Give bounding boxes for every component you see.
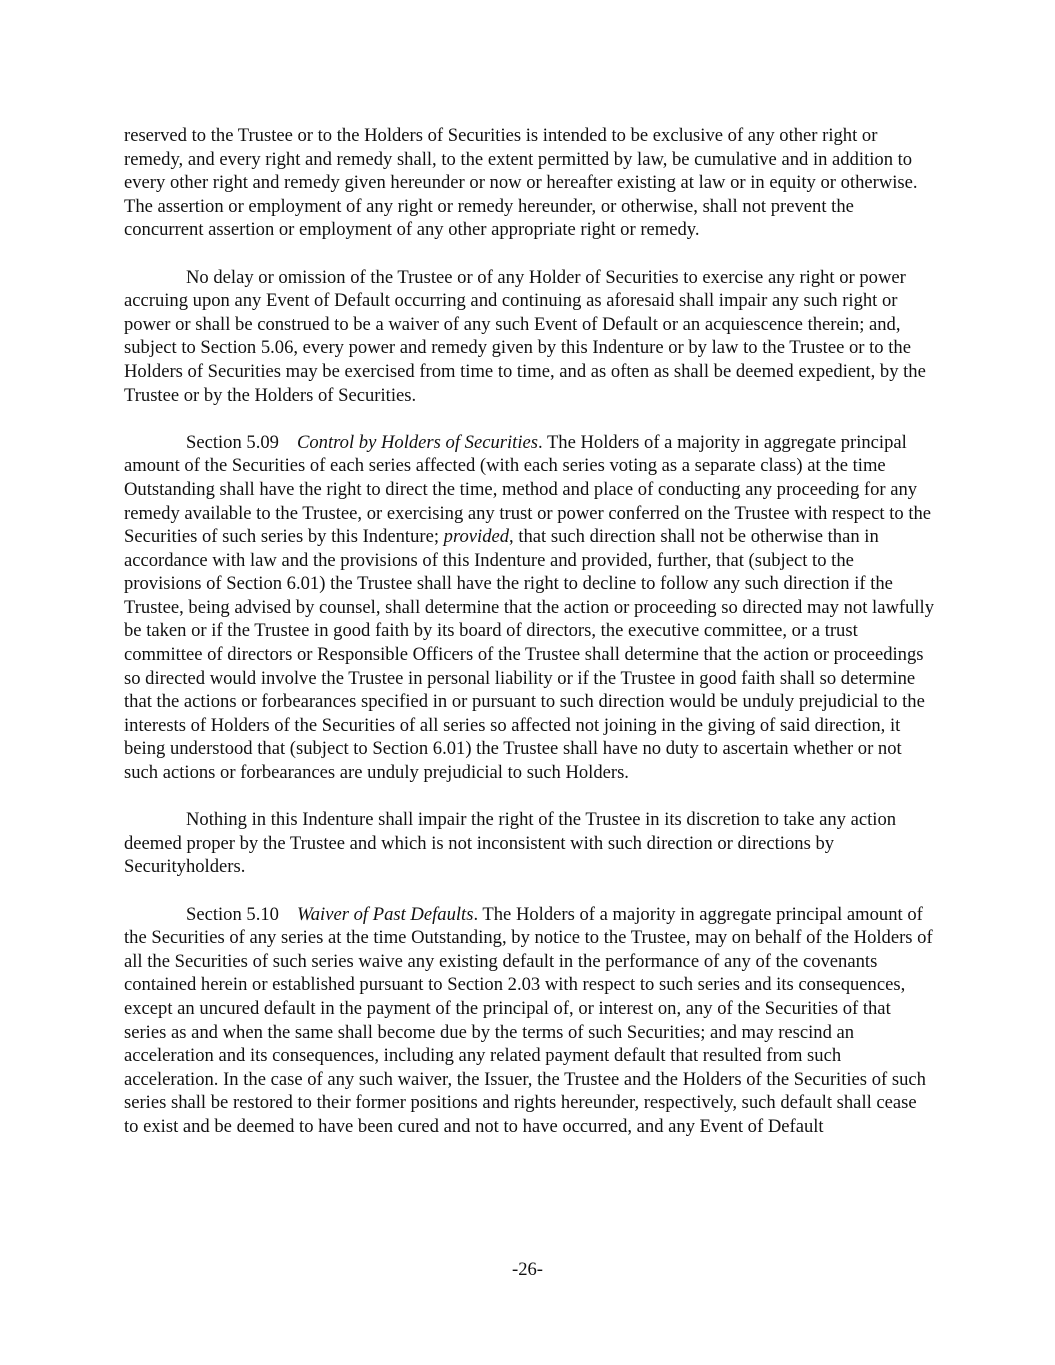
section-title: Control by Holders of Securities xyxy=(296,431,538,453)
section-title: Waiver of Past Defaults xyxy=(296,903,474,925)
section-title-period: . xyxy=(473,903,479,925)
section-number: Section 5.09 xyxy=(186,431,279,453)
section-body-part-1: The Holders of a majority in aggregate principal amount of the Securities of each series affected (with each series voting as a separate class) at the time Outstanding shall have the right to direct the time, method and place of conducting any proceeding for any remedy available to the Trustee, or exercising any trust or power conferred on the Trustee with respect to the Securities of such series by this Indenture; xyxy=(124,431,932,548)
section-number: Section 5.10 xyxy=(186,903,279,925)
provided-italic: provided xyxy=(443,526,510,548)
paragraph-remedies-cumulative: reserved to the Trustee or to the Holders of Securities is intended to be exclusive of any other right or remedy, and every right and remedy shall, to the extent permitted by law, be cumulative and in addition to every other right and remedy given hereunder or now or hereafter existing at law or in equity or otherwise. The assertion or employment of any right or remedy hereunder, or otherwise, shall not prevent the concurrent assertion or employment of any other appropriate right or remedy. xyxy=(124,125,918,241)
section-5-10-paragraph xyxy=(124,903,934,1139)
section-body-part-2: , that such direction shall not be otherwise than in accordance with law and the provisions of this Indenture and provided, further, that (subject to the provisions of Section 6.01) the Trustee shall have the right to decline to follow any such direction if the Trustee, being advised by counsel, shall determine that the action or proceeding so directed may not lawfully be taken or if the Trustee in good faith by its board of directors, the executive committee, or a trust committee of directors or Responsible Officers of the Trustee shall determine that the action or proceedings so directed would involve the Trustee in personal liability or if the Trustee in good faith shall so determine that the actions or forbearances specified in or pursuant to such direction would be unduly prejudicial to the interests of Holders of the Securities of all series so affected not joining in the giving of said direction, it being understood that (subject to Section 6.01) the Trustee shall have no duty to ascertain whether or not such actions or forbearances are unduly prejudicial to such Holders. xyxy=(124,526,934,784)
page-number: -26- xyxy=(512,1259,543,1280)
section-body: The Holders of a majority in aggregate principal amount of the Securities of any series at the time Outstanding, by notice to the Trustee, may on behalf of the Holders of all the Securities of such series waive any existing default in the performance of any of the covenants contained herein or established pursuant to Section 2.03 with respect to such series and its consequences, except an uncured default in the payment of the principal of, or interest on, any of the Securities of that series as and when the same shall become due by the terms of such Securities; and may rescind an acceleration and its consequences, including any related payment default that resulted from such acceleration. In the case of any such waiver, the Issuer, the Trustee and the Holders of the Securities of such series shall be restored to their former positions and rights hereunder, respectively, such default shall cease to exist and be deemed to have been cured and not to have occurred, and any Event of Default xyxy=(124,903,933,1137)
section-5-09-paragraph xyxy=(124,431,934,785)
paragraph-trustee-discretion: Nothing in this Indenture shall impair the right of the Trustee in its discretion to take any action deemed proper by the Trustee and which is not inconsistent with such direction or directions by Securityholders. xyxy=(124,809,897,878)
paragraph-delay-not-waiver: No delay or omission of the Trustee or of any Holder of Securities to exercise any right or power accruing upon any Event of Default occurring and continuing as aforesaid shall impair any such right or power or shall be construed to be a waiver of any such Event of Default or an acquiescence therein; and, subject to Section 5.06, every power and remedy given by this Indenture or by law to the Trustee or to the Holders of Securities may be exercised from time to time, and as often as shall be deemed expedient, by the Trustee or by the Holders of Securities. xyxy=(124,266,926,406)
section-title-period: . xyxy=(537,431,543,453)
document-page xyxy=(124,124,934,1162)
